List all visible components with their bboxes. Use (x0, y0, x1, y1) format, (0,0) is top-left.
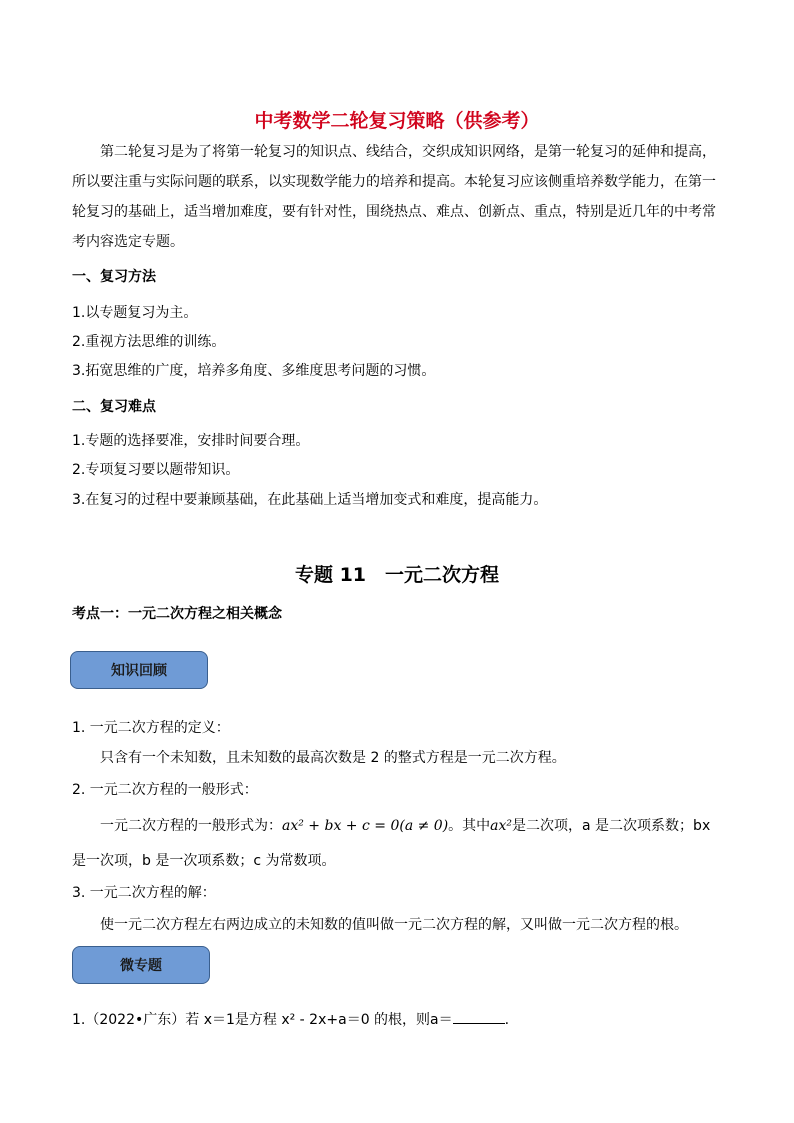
section2-heading: 二、复习难点 (72, 399, 156, 415)
definition-2-rest: 是二次项，a 是二次项系数；bx (512, 818, 711, 834)
definition-2-line2: 是一次项，b 是一次项系数；c 为常数项。 (72, 853, 336, 869)
definition-2-mid: 。其中 (448, 818, 491, 834)
section2-item: 1.专题的选择要准，安排时间要合理。 (72, 433, 310, 449)
definition-2-line1 (100, 815, 710, 835)
page-title: 中考数学二轮复习策略（供参考） (254, 110, 540, 132)
knowledge-review-button[interactable]: 知识回顾 (70, 651, 208, 689)
definition-3-body: 使一元二次方程左右两边成立的未知数的值叫做一元二次方程的解，又叫做一元二次方程的根。 (100, 917, 688, 933)
quadratic-term: ax² (490, 818, 513, 834)
definition-2-prefix: 一元二次方程的一般形式为： (100, 818, 282, 834)
intro-line: 轮复习的基础上，适当增加难度，要有针对性，围绕热点、难点、创新点、重点，特别是近几年的中考常 (72, 204, 716, 220)
section1-item: 2.重视方法思维的训练。 (72, 334, 226, 350)
intro-line: 所以要注重与实际问题的联系，以实现数学能力的培养和提高。本轮复习应该侧重培养数学能力，在第一 (72, 174, 716, 190)
question-1-text: 1.（2022•广东）若 x＝1是方程 x² - 2x+a＝0 的根，则a＝ (72, 1012, 453, 1028)
intro-paragraph (72, 137, 716, 257)
section1-item: 1.以专题复习为主。 (72, 305, 198, 321)
definition-1-heading: 1. 一元二次方程的定义： (72, 720, 230, 736)
kaodian-heading: 考点一：一元二次方程之相关概念 (72, 606, 282, 622)
definition-1-body: 只含有一个未知数，且未知数的最高次数是 2 的整式方程是一元二次方程。 (100, 750, 566, 766)
section1-heading: 一、复习方法 (72, 269, 156, 285)
definition-3-heading: 3. 一元二次方程的解： (72, 885, 216, 901)
definition-2-heading: 2. 一元二次方程的一般形式： (72, 782, 258, 798)
micro-topic-button[interactable]: 微专题 (72, 946, 210, 984)
section2-item: 2.专项复习要以题带知识。 (72, 462, 240, 478)
intro-line: 考内容选定专题。 (72, 234, 184, 250)
section1-item: 3.拓宽思维的广度，培养多角度、多维度思考问题的习惯。 (72, 363, 436, 379)
question-1 (72, 1009, 509, 1029)
general-form-formula: ax² + bx + c = 0(a ≠ 0) (282, 818, 449, 834)
intro-line: 第二轮复习是为了将第一轮复习的知识点、线结合，交织成知识网络，是第一轮复习的延伸和提高， (100, 144, 716, 160)
topic-title: 专题 11 一元二次方程 (294, 564, 500, 586)
question-1-end: . (504, 1012, 510, 1028)
answer-blank[interactable] (453, 1011, 505, 1024)
section2-item: 3.在复习的过程中要兼顾基础，在此基础上适当增加变式和难度，提高能力。 (72, 492, 548, 508)
